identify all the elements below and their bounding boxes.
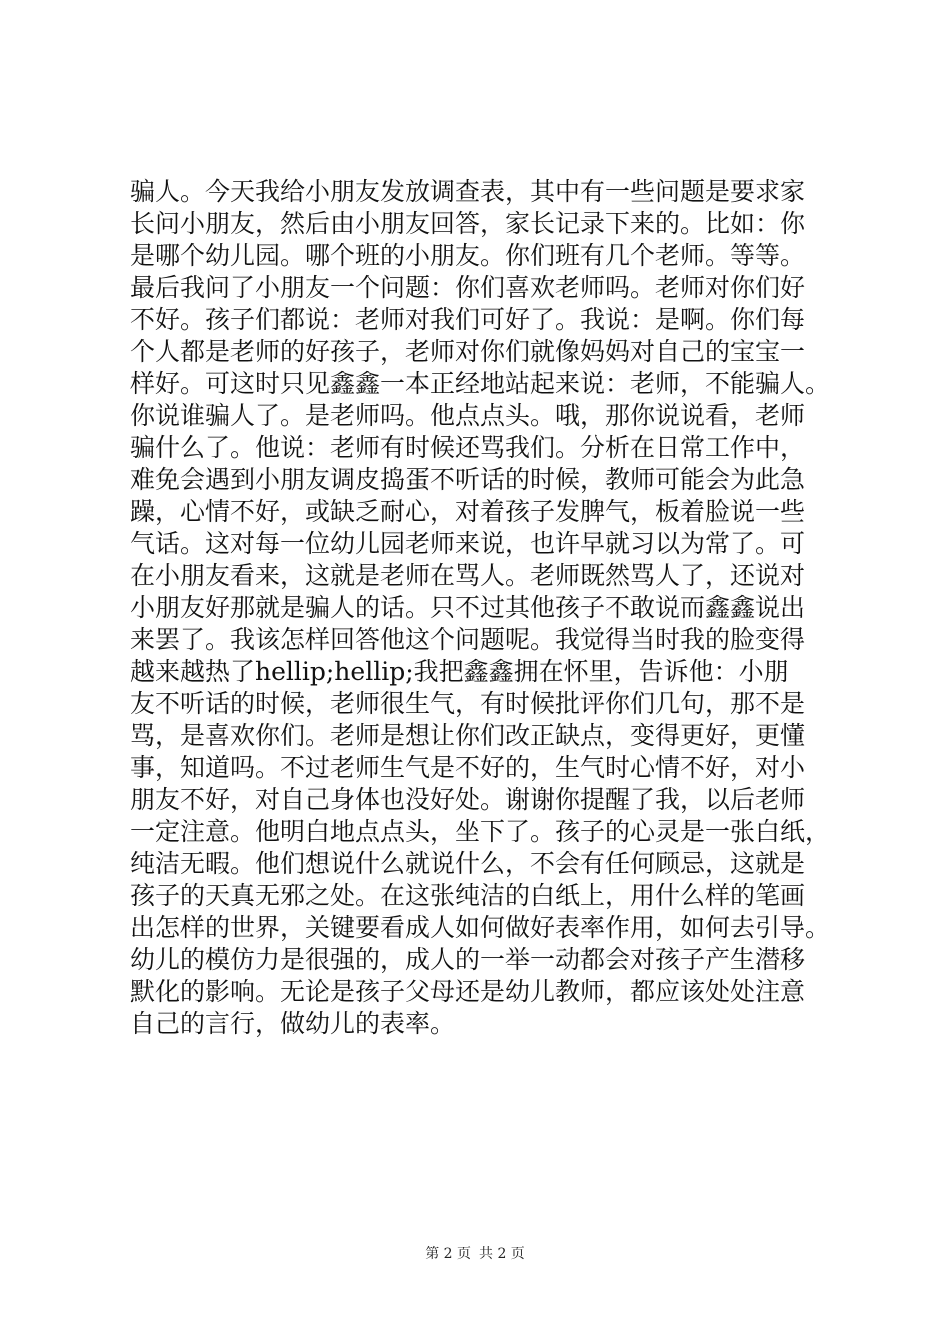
text-line: 气话。这对每一位幼儿园老师来说，也许早就习以为常了。可 bbox=[130, 529, 806, 558]
text-line: 你说谁骗人了。是老师吗。他点点头。哦，那你说说看，老师 bbox=[130, 401, 806, 430]
text-line: 个人都是老师的好孩子，老师对你们就像妈妈对自己的宝宝一 bbox=[130, 337, 806, 366]
text-line: 样好。可这时只见鑫鑫一本正经地站起来说：老师，不能骗人。 bbox=[130, 369, 831, 398]
text-line: 不好。孩子们都说：老师对我们可好了。我说：是啊。你们每 bbox=[130, 305, 806, 334]
body-text bbox=[130, 176, 865, 1040]
page-footer bbox=[0, 1244, 950, 1264]
text-line: 朋友不好，对自己身体也没好处。谢谢你提醒了我，以后老师 bbox=[130, 785, 806, 814]
text-line: 越来越热了hellip;hellip;我把鑫鑫拥在怀里，告诉他：小朋 bbox=[130, 657, 789, 686]
text-line: 骗什么了。他说：老师有时候还骂我们。分析在日常工作中， bbox=[130, 433, 806, 462]
text-line: 躁，心情不好，或缺乏耐心，对着孩子发脾气，板着脸说一些 bbox=[130, 497, 806, 526]
text-line: 自己的言行，做幼儿的表率。 bbox=[130, 1009, 456, 1038]
text-line: 事，知道吗。不过老师生气是不好的，生气时心情不好，对小 bbox=[130, 753, 806, 782]
text-line: 骂，是喜欢你们。老师是想让你们改正缺点，变得更好，更懂 bbox=[130, 721, 806, 750]
text-line: 友不听话的时候，老师很生气，有时候批评你们几句，那不是 bbox=[130, 689, 806, 718]
text-line: 难免会遇到小朋友调皮捣蛋不听话的时候，教师可能会为此急 bbox=[130, 465, 806, 494]
text-line: 纯洁无暇。他们想说什么就说什么，不会有任何顾忌，这就是 bbox=[130, 849, 806, 878]
text-line: 孩子的天真无邪之处。在这张纯洁的白纸上，用什么样的笔画 bbox=[130, 881, 806, 910]
text-line: 最后我问了小朋友一个问题：你们喜欢老师吗。老师对你们好 bbox=[130, 273, 806, 302]
text-line: 在小朋友看来，这就是老师在骂人。老师既然骂人了，还说对 bbox=[130, 561, 806, 590]
text-line: 长问小朋友，然后由小朋友回答，家长记录下来的。比如：你 bbox=[130, 209, 806, 238]
text-line: 一定注意。他明白地点点头，坐下了。孩子的心灵是一张白纸， bbox=[130, 817, 831, 846]
page-number: 第 2 页 bbox=[425, 1246, 471, 1262]
text-line: 幼儿的模仿力是很强的，成人的一举一动都会对孩子产生潜移 bbox=[130, 945, 806, 974]
page-total: 共 2 页 bbox=[479, 1246, 525, 1262]
text-line: 是哪个幼儿园。哪个班的小朋友。你们班有几个老师。等等。 bbox=[130, 241, 806, 270]
text-line: 来罢了。我该怎样回答他这个问题呢。我觉得当时我的脸变得 bbox=[130, 625, 806, 654]
text-line: 骗人。今天我给小朋友发放调查表，其中有一些问题是要求家 bbox=[130, 177, 806, 206]
text-line: 小朋友好那就是骗人的话。只不过其他孩子不敢说而鑫鑫说出 bbox=[130, 593, 806, 622]
text-line: 默化的影响。无论是孩子父母还是幼儿教师，都应该处处注意 bbox=[130, 977, 806, 1006]
text-line: 出怎样的世界，关键要看成人如何做好表率作用，如何去引导。 bbox=[130, 913, 831, 942]
